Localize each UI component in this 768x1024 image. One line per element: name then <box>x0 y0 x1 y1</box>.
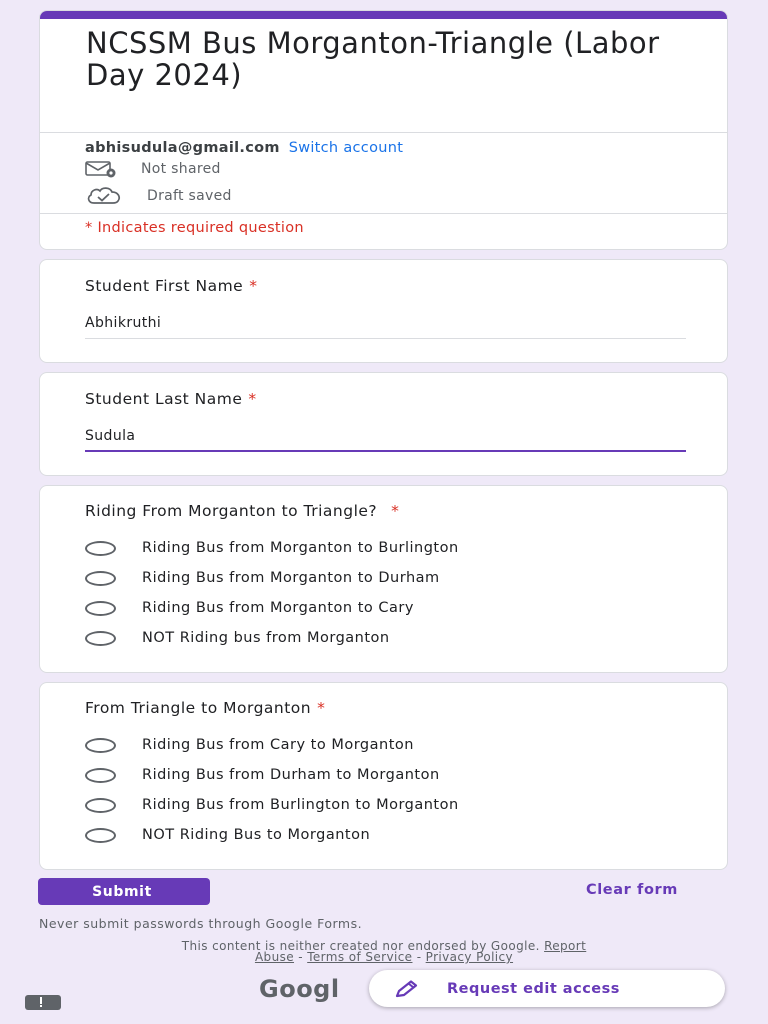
option-label: Riding Bus from Morganton to Durham <box>142 570 440 586</box>
privacy-policy-link[interactable]: Privacy Policy <box>425 950 514 964</box>
draft-status <box>85 186 232 206</box>
required-star: * <box>249 277 258 295</box>
google-forms-logo: Googl <box>259 975 340 1003</box>
radio-button[interactable] <box>85 738 116 753</box>
radio-option[interactable] <box>85 570 440 586</box>
option-label: Riding Bus from Burlington to Morganton <box>142 797 459 813</box>
account-email: abhisudula@gmail.com <box>85 140 280 156</box>
radio-option[interactable] <box>85 630 390 646</box>
required-divider <box>40 213 727 214</box>
header-divider <box>40 132 727 133</box>
cloud-done-icon <box>85 186 123 206</box>
first-name-label <box>85 277 257 295</box>
required-star: * <box>317 699 326 717</box>
radio-button[interactable] <box>85 571 116 586</box>
clear-form-button[interactable]: Clear form <box>586 882 678 898</box>
radio-button[interactable] <box>85 768 116 783</box>
last-name-label <box>85 390 257 408</box>
disclaimer-text: This content is neither created nor endorsed by Google. <box>181 939 540 953</box>
header-accent-bar <box>40 11 727 19</box>
from-morganton-label <box>85 502 399 520</box>
required-star: * <box>391 502 400 520</box>
last-name-card <box>39 372 728 476</box>
radio-option[interactable] <box>85 540 459 556</box>
to-morganton-title: From Triangle to Morganton <box>85 699 312 717</box>
radio-button[interactable] <box>85 631 116 646</box>
first-name-input[interactable]: Abhikruthi <box>85 315 686 339</box>
sharing-status <box>85 160 221 178</box>
radio-button[interactable] <box>85 798 116 813</box>
request-edit-access-button[interactable] <box>369 970 725 1007</box>
submit-button[interactable]: Submit <box>38 878 210 905</box>
account-row <box>85 140 403 156</box>
form-header-card <box>39 10 728 250</box>
to-morganton-card <box>39 682 728 870</box>
required-note: * Indicates required question <box>85 220 304 236</box>
option-label: Riding Bus from Morganton to Burlington <box>142 540 459 556</box>
password-warning: Never submit passwords through Google Forms. <box>39 916 363 931</box>
required-star: * <box>248 390 257 408</box>
radio-option[interactable] <box>85 767 440 783</box>
radio-button[interactable] <box>85 541 116 556</box>
terms-of-service-link[interactable]: Terms of Service <box>307 950 413 964</box>
feedback-icon[interactable] <box>25 995 61 1010</box>
option-label: NOT Riding Bus to Morganton <box>142 827 371 843</box>
radio-button[interactable] <box>85 601 116 616</box>
first-name-title: Student First Name <box>85 277 244 295</box>
to-morganton-label <box>85 699 325 717</box>
last-name-title: Student Last Name <box>85 390 243 408</box>
disclaimer <box>60 941 708 963</box>
last-name-input[interactable]: Sudula <box>85 428 686 452</box>
radio-option[interactable] <box>85 600 414 616</box>
radio-option[interactable] <box>85 797 459 813</box>
form-title: NCSSM Bus Morganton-Triangle (Labor Day 2024) <box>86 26 660 92</box>
mail-shared-icon <box>85 160 117 178</box>
radio-option[interactable] <box>85 737 414 753</box>
separator: - <box>294 950 308 964</box>
radio-option[interactable] <box>85 827 370 843</box>
report-abuse-link-part2[interactable]: Abuse <box>254 950 295 964</box>
first-name-card <box>39 259 728 363</box>
separator: - <box>412 950 426 964</box>
not-shared-label: Not shared <box>141 161 221 177</box>
draft-saved-label: Draft saved <box>147 188 232 204</box>
option-label: Riding Bus from Cary to Morganton <box>142 737 414 753</box>
pencil-icon <box>395 980 427 998</box>
from-morganton-title: Riding From Morganton to Triangle? <box>85 502 378 520</box>
option-label: Riding Bus from Durham to Morganton <box>142 767 440 783</box>
request-edit-access-label: Request edit access <box>447 980 620 997</box>
option-label: NOT Riding bus from Morganton <box>142 630 390 646</box>
switch-account-link[interactable]: Switch account <box>288 140 404 156</box>
option-label: Riding Bus from Morganton to Cary <box>142 600 414 616</box>
radio-button[interactable] <box>85 828 116 843</box>
from-morganton-card <box>39 485 728 673</box>
report-abuse-link-part1[interactable]: Report <box>544 939 587 953</box>
